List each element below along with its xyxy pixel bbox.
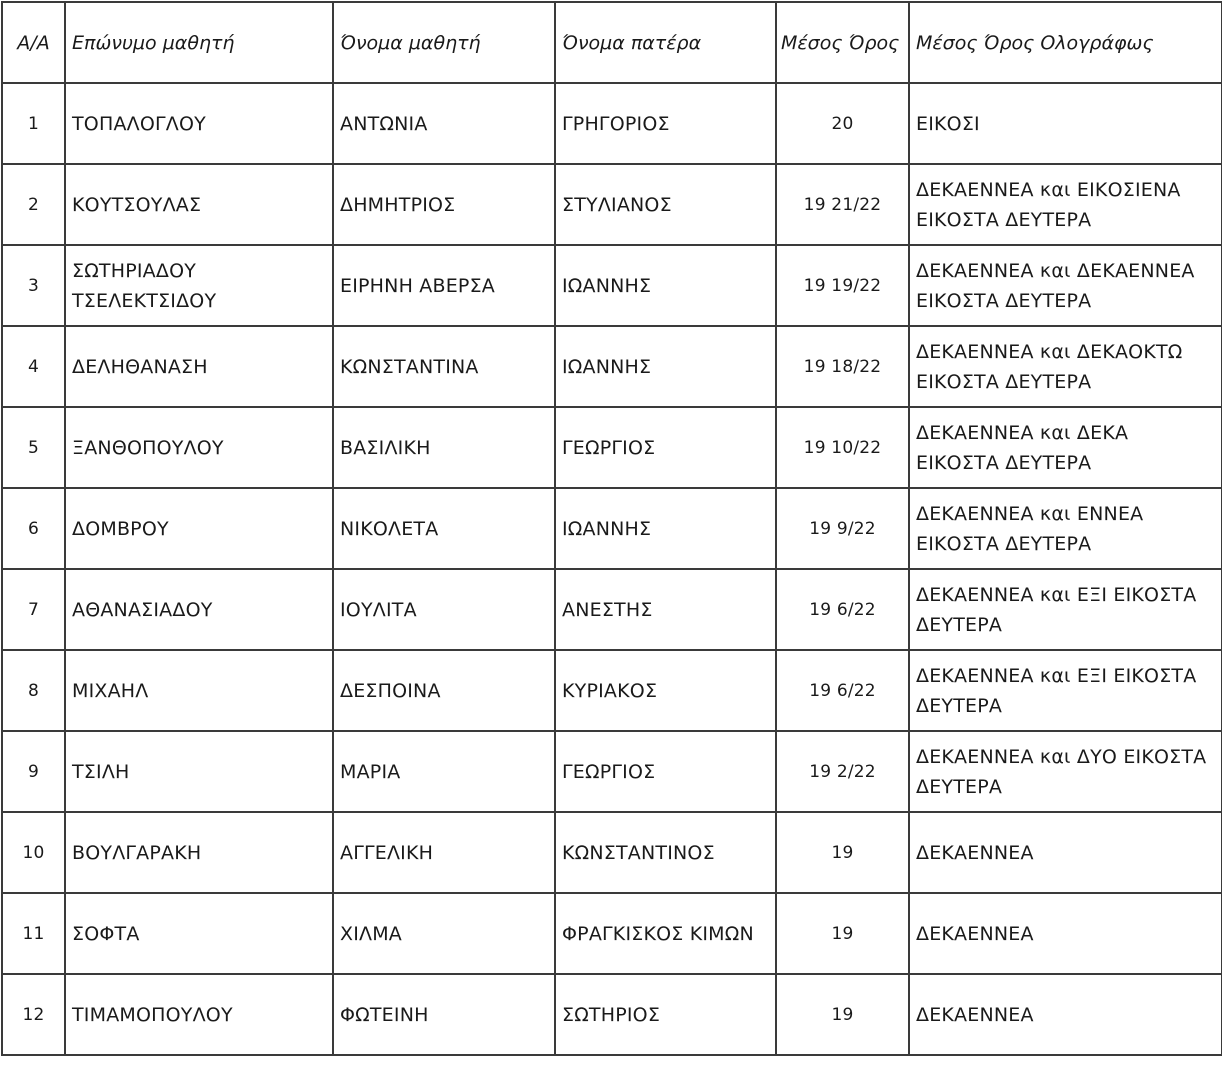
cell-average: 19 21/22 xyxy=(776,164,909,245)
cell-average-words: ΔΕΚΑΕΝΝΕΑ και ΕΞΙ ΕΙΚΟΣΤΑ ΔΕΥΤΕΡΑ xyxy=(909,569,1222,650)
header-average-words: Μέσος Όρος Ολογράφως xyxy=(909,2,1222,83)
table-row xyxy=(2,893,1222,974)
cell-average-words: ΔΕΚΑΕΝΝΕΑ xyxy=(909,974,1222,1055)
cell-surname: ΔΟΜΒΡΟΥ xyxy=(65,488,333,569)
header-surname: Επώνυμο μαθητή xyxy=(65,2,333,83)
grades-table xyxy=(1,1,1222,1056)
cell-first-name: ΒΑΣΙΛΙΚΗ xyxy=(333,407,555,488)
cell-aa: 2 xyxy=(2,164,65,245)
cell-aa: 7 xyxy=(2,569,65,650)
cell-aa: 8 xyxy=(2,650,65,731)
table-row xyxy=(2,245,1222,326)
header-father-name: Όνομα πατέρα xyxy=(555,2,776,83)
cell-average-words: ΔΕΚΑΕΝΝΕΑ και ΕΙΚΟΣΙΕΝΑ ΕΙΚΟΣΤΑ ΔΕΥΤΕΡΑ xyxy=(909,164,1222,245)
cell-surname: ΚΟΥΤΣΟΥΛΑΣ xyxy=(65,164,333,245)
cell-father-name: ΦΡΑΓΚΙΣΚΟΣ ΚΙΜΩΝ xyxy=(555,893,776,974)
cell-average: 20 xyxy=(776,83,909,164)
cell-average: 19 xyxy=(776,893,909,974)
cell-first-name: ΚΩΝΣΤΑΝΤΙΝΑ xyxy=(333,326,555,407)
cell-average-words: ΔΕΚΑΕΝΝΕΑ και ΕΝΝΕΑ ΕΙΚΟΣΤΑ ΔΕΥΤΕΡΑ xyxy=(909,488,1222,569)
table-row xyxy=(2,164,1222,245)
cell-first-name: ΑΓΓΕΛΙΚΗ xyxy=(333,812,555,893)
cell-father-name: ΓΡΗΓΟΡΙΟΣ xyxy=(555,83,776,164)
cell-father-name: ΣΤΥΛΙΑΝΟΣ xyxy=(555,164,776,245)
header-aa: Α/Α xyxy=(2,2,65,83)
cell-father-name: ΑΝΕΣΤΗΣ xyxy=(555,569,776,650)
cell-first-name: ΕΙΡΗΝΗ ΑΒΕΡΣΑ xyxy=(333,245,555,326)
table-row xyxy=(2,83,1222,164)
cell-average-words: ΔΕΚΑΕΝΝΕΑ xyxy=(909,812,1222,893)
cell-average: 19 19/22 xyxy=(776,245,909,326)
header-row xyxy=(2,2,1222,83)
cell-aa: 1 xyxy=(2,83,65,164)
table-row xyxy=(2,488,1222,569)
cell-first-name: ΙΟΥΛΙΤΑ xyxy=(333,569,555,650)
table-row xyxy=(2,812,1222,893)
cell-surname: ΣΩΤΗΡΙΑΔΟΥ ΤΣΕΛΕΚΤΣΙΔΟΥ xyxy=(65,245,333,326)
table-row xyxy=(2,569,1222,650)
cell-first-name: ΑΝΤΩΝΙΑ xyxy=(333,83,555,164)
cell-first-name: ΝΙΚΟΛΕΤΑ xyxy=(333,488,555,569)
cell-father-name: ΙΩΑΝΝΗΣ xyxy=(555,326,776,407)
cell-aa: 6 xyxy=(2,488,65,569)
cell-average: 19 6/22 xyxy=(776,650,909,731)
cell-surname: ΤΙΜΑΜΟΠΟΥΛΟΥ xyxy=(65,974,333,1055)
cell-father-name: ΣΩΤΗΡΙΟΣ xyxy=(555,974,776,1055)
cell-surname: ΒΟΥΛΓΑΡΑΚΗ xyxy=(65,812,333,893)
table-row xyxy=(2,650,1222,731)
cell-aa: 5 xyxy=(2,407,65,488)
table-row xyxy=(2,326,1222,407)
cell-average: 19 18/22 xyxy=(776,326,909,407)
table-row xyxy=(2,731,1222,812)
cell-first-name: ΔΗΜΗΤΡΙΟΣ xyxy=(333,164,555,245)
header-average: Μέσος Όρος xyxy=(776,2,909,83)
cell-average: 19 xyxy=(776,974,909,1055)
cell-average: 19 xyxy=(776,812,909,893)
cell-average-words: ΔΕΚΑΕΝΝΕΑ και ΔΕΚΑΕΝΝΕΑ ΕΙΚΟΣΤΑ ΔΕΥΤΕΡΑ xyxy=(909,245,1222,326)
cell-average-words: ΔΕΚΑΕΝΝΕΑ και ΔΕΚΑ ΕΙΚΟΣΤΑ ΔΕΥΤΕΡΑ xyxy=(909,407,1222,488)
header-first-name: Όνομα μαθητή xyxy=(333,2,555,83)
cell-father-name: ΚΥΡΙΑΚΟΣ xyxy=(555,650,776,731)
cell-surname: ΤΣΙΛΗ xyxy=(65,731,333,812)
cell-father-name: ΚΩΝΣΤΑΝΤΙΝΟΣ xyxy=(555,812,776,893)
cell-average: 19 9/22 xyxy=(776,488,909,569)
cell-average: 19 6/22 xyxy=(776,569,909,650)
cell-average-words: ΔΕΚΑΕΝΝΕΑ και ΕΞΙ ΕΙΚΟΣΤΑ ΔΕΥΤΕΡΑ xyxy=(909,650,1222,731)
cell-first-name: ΦΩΤΕΙΝΗ xyxy=(333,974,555,1055)
cell-surname: ΜΙΧΑΗΛ xyxy=(65,650,333,731)
table-row xyxy=(2,407,1222,488)
cell-aa: 11 xyxy=(2,893,65,974)
cell-father-name: ΙΩΑΝΝΗΣ xyxy=(555,488,776,569)
cell-surname: ΣΟΦΤΑ xyxy=(65,893,333,974)
cell-average: 19 2/22 xyxy=(776,731,909,812)
cell-average: 19 10/22 xyxy=(776,407,909,488)
cell-surname: ΑΘΑΝΑΣΙΑΔΟΥ xyxy=(65,569,333,650)
cell-surname: ΞΑΝΘΟΠΟΥΛΟΥ xyxy=(65,407,333,488)
cell-aa: 10 xyxy=(2,812,65,893)
cell-aa: 12 xyxy=(2,974,65,1055)
cell-average-words: ΕΙΚΟΣΙ xyxy=(909,83,1222,164)
cell-first-name: ΔΕΣΠΟΙΝΑ xyxy=(333,650,555,731)
cell-average-words: ΔΕΚΑΕΝΝΕΑ xyxy=(909,893,1222,974)
cell-first-name: ΜΑΡΙΑ xyxy=(333,731,555,812)
cell-surname: ΤΟΠΑΛΟΓΛΟΥ xyxy=(65,83,333,164)
cell-father-name: ΙΩΑΝΝΗΣ xyxy=(555,245,776,326)
cell-aa: 4 xyxy=(2,326,65,407)
table-row xyxy=(2,974,1222,1055)
cell-aa: 9 xyxy=(2,731,65,812)
cell-first-name: ΧΙΛΜΑ xyxy=(333,893,555,974)
cell-father-name: ΓΕΩΡΓΙΟΣ xyxy=(555,407,776,488)
cell-average-words: ΔΕΚΑΕΝΝΕΑ και ΔΥΟ ΕΙΚΟΣΤΑ ΔΕΥΤΕΡΑ xyxy=(909,731,1222,812)
cell-aa: 3 xyxy=(2,245,65,326)
cell-father-name: ΓΕΩΡΓΙΟΣ xyxy=(555,731,776,812)
cell-average-words: ΔΕΚΑΕΝΝΕΑ και ΔΕΚΑΟΚΤΩ ΕΙΚΟΣΤΑ ΔΕΥΤΕΡΑ xyxy=(909,326,1222,407)
cell-surname: ΔΕΛΗΘΑΝΑΣΗ xyxy=(65,326,333,407)
